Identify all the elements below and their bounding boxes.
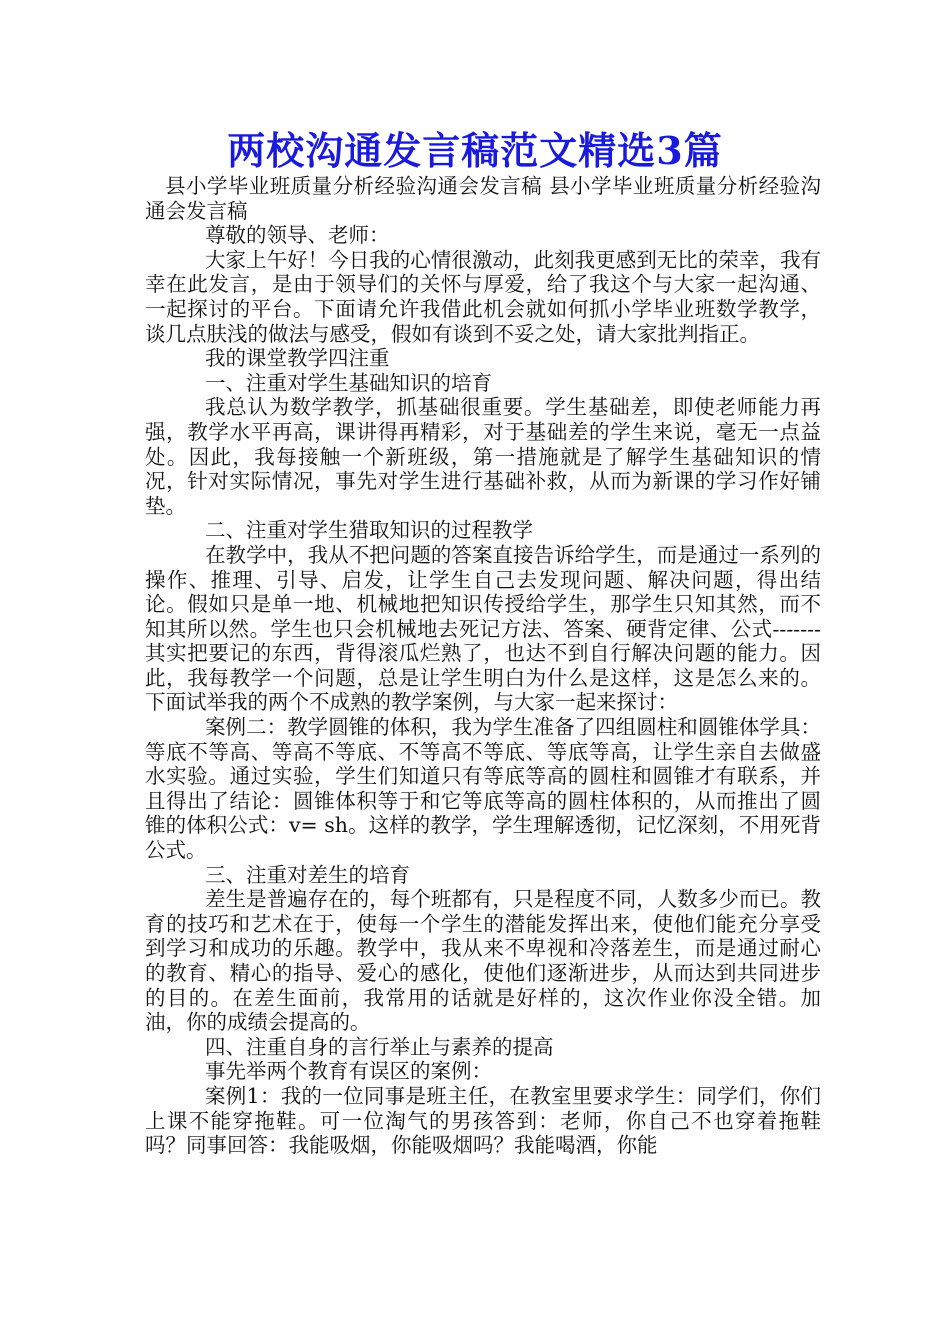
paragraph-case-1: 案例1：我的一位同事是班主任，在教室里要求学生：同学们，你们上课不能穿拖鞋。可一位淘气的男孩答到：老师，你自己不也穿着拖鞋吗？同事回答：我能吸烟，你能吸烟吗？我能喝酒，你能 <box>145 1083 821 1158</box>
paragraph-cases-intro: 事先举两个教育有误区的案例： <box>205 1059 492 1084</box>
section-heading-main: 我的课堂教学四注重 <box>205 346 390 371</box>
paragraph-section-2: 在教学中，我从不把问题的答案直接告诉给学生，而是通过一系列的操作、推理、引导、启发，让学生自己去发现问题、解决问题，得出结论。假如只是单一地、机械地把知识传授给学生，那学生只知其然，而不知其所以然。学生也只会机械地去死记方法、答案、硬背定律、公式-------其实把要记的东西，背得滚瓜烂熟了，也达不到自行解决问题的能力。因此，我每教学一个问题，总是让学生明白为什么是这样，这是怎么来的。下面试举我的两个不成熟的教学案例，与大家一起来探讨： <box>145 542 821 715</box>
document-title: 两校沟通发言稿范文精选3篇 <box>227 128 723 173</box>
paragraph-section-1: 我总认为数学教学，抓基础很重要。学生基础差，即使老师能力再强，教学水平再高，课讲得再精彩，对于基础差的学生来说，毫无一点益处。因此，我每接触一个新班级，第一措施就是了解学生基础知识的情况，针对实际情况，事先对学生进行基础补救，从而为新课的学习作好铺垫。 <box>145 395 821 518</box>
paragraph-salutation: 尊敬的领导、老师： <box>205 223 390 248</box>
document-body <box>145 174 821 1158</box>
section-heading-3: 三、注重对差生的培育 <box>205 862 410 887</box>
paragraph-intro: 县小学毕业班质量分析经验沟通会发言稿 县小学毕业班质量分析经验沟通会发言稿 <box>145 174 821 223</box>
paragraph-case-2: 案例二：教学圆锥的体积，我为学生准备了四组圆柱和圆锥体学具：等底不等高、等高不等底、不等高不等底、等底等高，让学生亲自去做盛水实验。通过实验，学生们知道只有等底等高的圆柱和圆锥才有联系，并且得出了结论：圆锥体积等于和它等底等高的圆柱体积的，从而推出了圆锥的体积公式：v= sh。这样的教学，学生理解透彻，记忆深刻，不用死背公式。 <box>145 715 821 863</box>
section-heading-4: 四、注重自身的言行举止与素养的提高 <box>205 1034 554 1059</box>
paragraph-greeting: 大家上午好！今日我的心情很激动，此刻我更感到无比的荣幸，我有幸在此发言，是由于领导们的关怀与厚爱，给了我这个与大家一起沟通、一起探讨的平台。下面请允许我借此机会就如何抓小学毕业班数学教学，谈几点肤浅的做法与感受，假如有谈到不妥之处，请大家批判指正。 <box>145 247 821 346</box>
section-heading-2: 二、注重对学生猎取知识的过程教学 <box>205 518 533 543</box>
section-heading-1: 一、注重对学生基础知识的培育 <box>205 370 492 395</box>
paragraph-section-3: 差生是普遍存在的，每个班都有，只是程度不同，人数多少而已。教育的技巧和艺术在于，使每一个学生的潜能发挥出来，使他们能充分享受到学习和成功的乐趣。教学中，我从来不卑视和冷落差生，而是通过耐心的教育、精心的指导、爱心的感化，使他们逐渐进步，从而达到共同进步的目的。在差生面前，我常用的话就是好样的，这次作业你没全错。加油，你的成绩会提高的。 <box>145 887 821 1035</box>
